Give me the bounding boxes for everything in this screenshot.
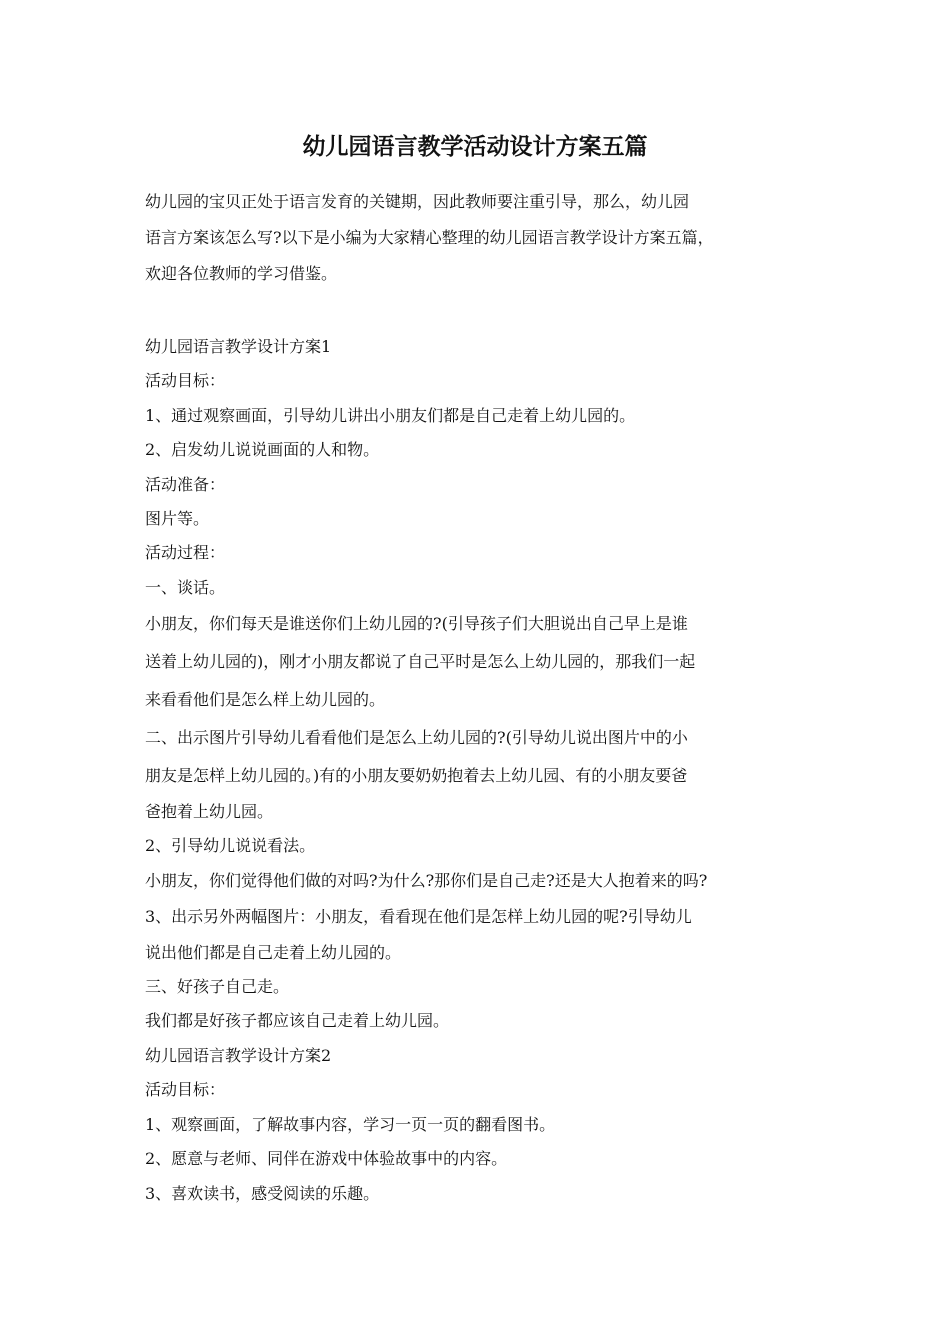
text-line: 1、观察画面，了解故事内容，学习一页一页的翻看图书。 [145, 1114, 556, 1134]
section-heading: 幼儿园语言教学设计方案2 [145, 1045, 332, 1065]
text-line: 3、喜欢读书，感受阅读的乐趣。 [145, 1183, 380, 1203]
text-line: 活动准备： [145, 474, 226, 494]
text-line: 朋友是怎样上幼儿园的。)有的小朋友要奶奶抱着去上幼儿园、有的小朋友要爸 [145, 766, 688, 786]
intro-line: 欢迎各位教师的学习借鉴。 [145, 264, 338, 283]
text-line: 三、好孩子自己走。 [145, 977, 290, 997]
text-line: 送着上幼儿园的)，刚才小朋友都说了自己平时是怎么上幼儿园的，那我们一起 [145, 652, 696, 672]
text-line: 2、启发幼儿说说画面的人和物。 [145, 440, 380, 460]
intro-paragraph [145, 184, 827, 292]
text-line: 来看看他们是怎么样上幼儿园的。 [145, 690, 386, 710]
text-line: 2、引导幼儿说说看法。 [145, 836, 316, 856]
text-line: 小朋友，你们每天是谁送你们上幼儿园的?(引导孩子们大胆说出自己早上是谁 [145, 614, 688, 634]
intro-line: 幼儿园的宝贝正处于语言发育的关键期，因此教师要注重引导，那么，幼儿园 [145, 192, 690, 211]
text-line: 小朋友，你们觉得他们做的对吗?为什么?那你们是自己走?还是大人抱着来的吗? [145, 870, 708, 890]
text-line: 活动目标： [145, 1080, 226, 1100]
text-line: 活动目标： [145, 371, 226, 391]
text-line: 爸抱着上幼儿园。 [145, 802, 274, 822]
intro-line: 语言方案该怎么写?以下是小编为大家精心整理的幼儿园语言教学设计方案五篇， [145, 228, 714, 247]
text-line: 1、通过观察画面，引导幼儿讲出小朋友们都是自己走着上幼儿园的。 [145, 405, 636, 425]
text-line: 2、愿意与老师、同伴在游戏中体验故事中的内容。 [145, 1149, 508, 1169]
document-title: 幼儿园语言教学活动设计方案五篇 [302, 133, 648, 160]
text-line: 二、出示图片引导幼儿看看他们是怎么上幼儿园的?(引导幼儿说出图片中的小 [145, 728, 688, 748]
section-heading: 幼儿园语言教学设计方案1 [145, 337, 332, 356]
text-line: 活动过程： [145, 543, 226, 563]
text-line: 说出他们都是自己走着上幼儿园的。 [145, 943, 402, 963]
text-line: 我们都是好孩子都应该自己走着上幼儿园。 [145, 1011, 450, 1031]
text-line: 一、谈话。 [145, 577, 226, 597]
text-line: 图片等。 [145, 509, 210, 529]
document-body [145, 330, 825, 1211]
text-line: 3、出示另外两幅图片：小朋友，看看现在他们是怎样上幼儿园的呢?引导幼儿 [145, 907, 692, 927]
